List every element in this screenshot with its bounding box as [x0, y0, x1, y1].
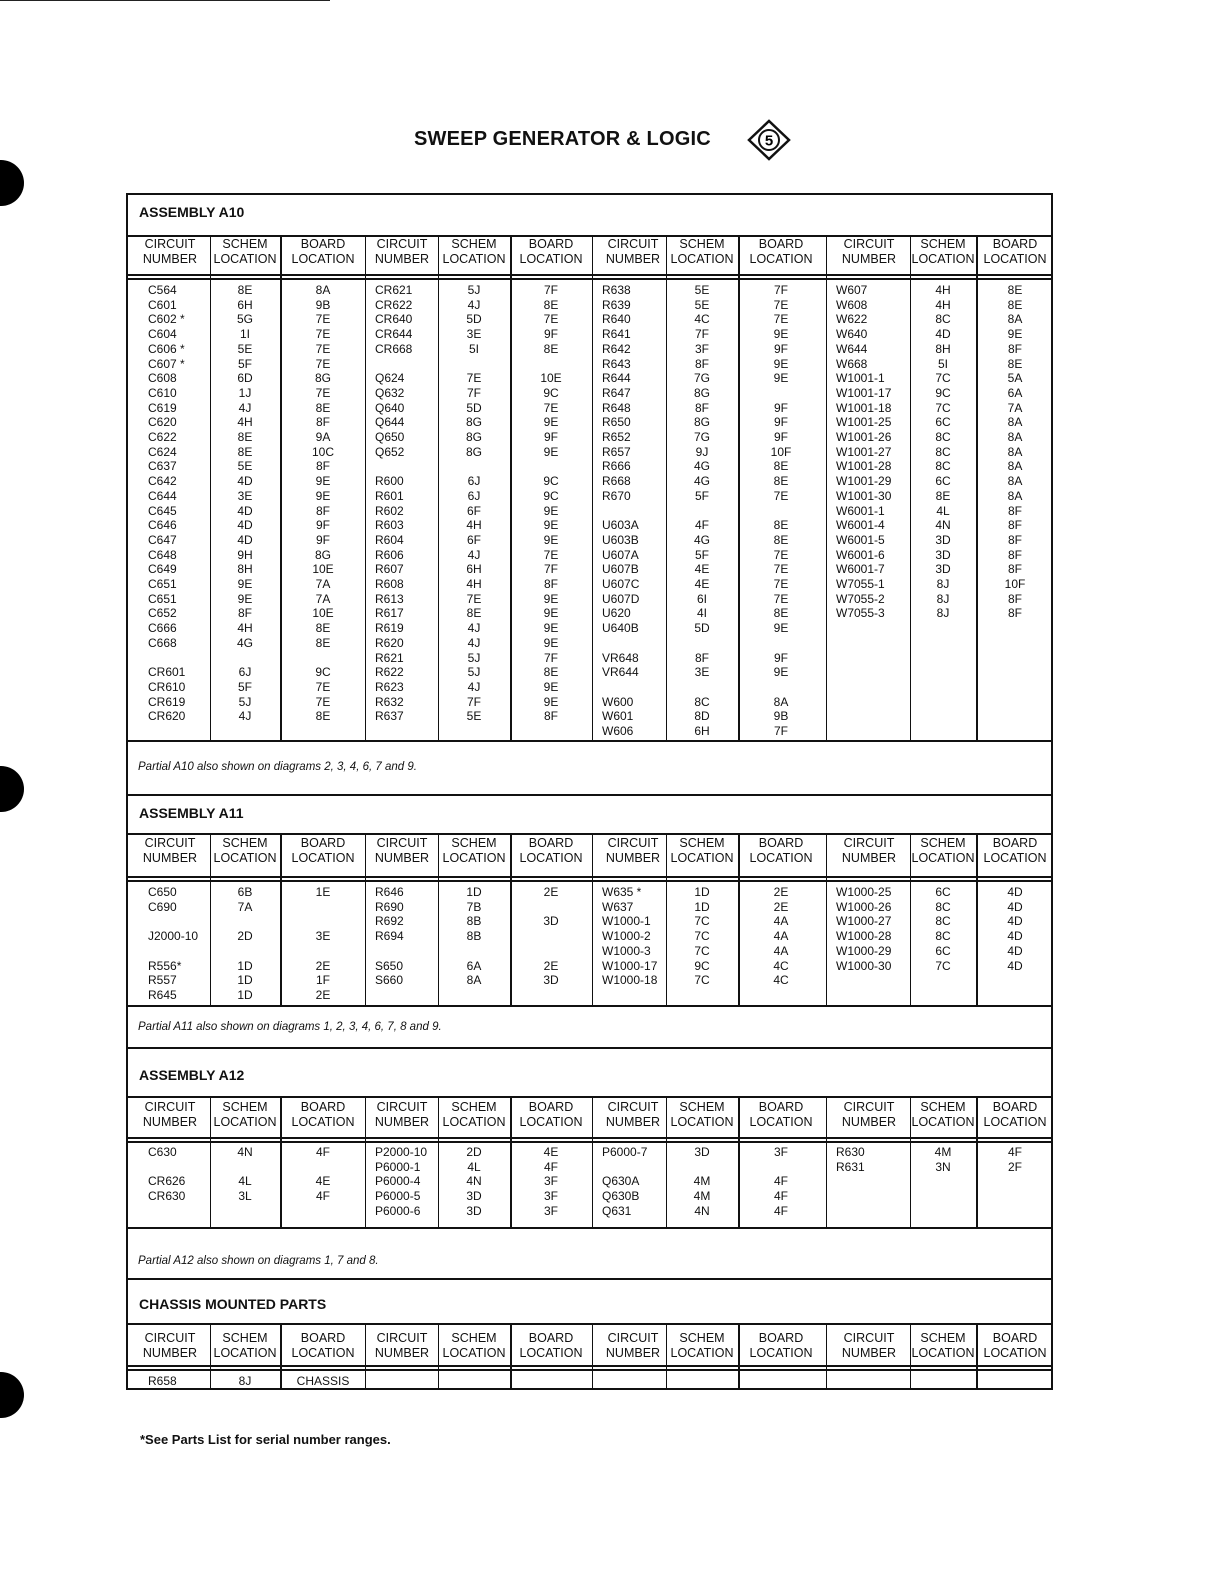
board-column-header [279, 1331, 367, 1361]
schem-header-line: SCHEM [222, 237, 268, 251]
circuit-number-list: P6000-7 Q630A Q630B Q631 [602, 1145, 648, 1218]
circuit-header-line: CIRCUIT [843, 836, 895, 850]
header-top-rule [128, 1323, 1051, 1325]
board-header-line: LOCATION [983, 1346, 1047, 1360]
schem-header-line: LOCATION [442, 252, 506, 266]
circuit-header-line: NUMBER [841, 1346, 897, 1360]
circuit-header-line: NUMBER [605, 252, 661, 266]
board-column-header [279, 836, 367, 866]
board-header-line: BOARD [758, 836, 804, 850]
board-location-list: 2E 2E 4A 4A 4A 4C 4C [773, 885, 789, 988]
schem-header-line: LOCATION [442, 851, 506, 865]
circuit-number-list: R646 R690 R692 R694 S650 S660 [375, 885, 404, 988]
board-header-line: LOCATION [749, 851, 813, 865]
board-header-line: LOCATION [749, 252, 813, 266]
section-rule [128, 1005, 1051, 1007]
schem-location-list: 5J 4J 5D 3E 5I 7E 7F 5D 8G 8G 8G 6J 6J 6F 4H 6F 4J 6H 4H 7E 8E 4J 4J 5J 5J 4J 7F 5E [465, 283, 482, 724]
board-column-header [737, 1331, 825, 1361]
header-bottom-rule [128, 876, 1051, 878]
circuit-header-line: CIRCUIT [607, 1100, 659, 1114]
schem-header-line: SCHEM [679, 1331, 725, 1345]
schem-column-header [658, 1100, 746, 1130]
header-bottom-rule [128, 1369, 1051, 1371]
schem-location-list: 1D 1D 7C 7C 7C 9C 7C [694, 885, 710, 988]
circuit-header-line: NUMBER [841, 252, 897, 266]
schem-header-line: SCHEM [222, 836, 268, 850]
board-header-line: LOCATION [519, 851, 583, 865]
board-header-line: LOCATION [291, 851, 355, 865]
board-header-line: BOARD [300, 1331, 346, 1345]
board-header-line: LOCATION [519, 1115, 583, 1129]
schem-header-line: LOCATION [442, 1346, 506, 1360]
board-header-line: BOARD [758, 237, 804, 251]
board-header-line: LOCATION [983, 851, 1047, 865]
schem-location-list: 3D 4M 4M 4N [693, 1145, 711, 1218]
schem-header-line: LOCATION [911, 851, 975, 865]
board-header-line: BOARD [300, 1100, 346, 1114]
board-header-line: LOCATION [749, 1115, 813, 1129]
board-location-list: 4D 4D 4D 4D 4D 4D [1007, 885, 1023, 973]
partial-note: Partial A11 also shown on diagrams 1, 2, 3, 4, 6, 7, 8 and 9. [138, 1021, 442, 1033]
page-title: SWEEP GENERATOR & LOGIC [414, 128, 711, 150]
schem-location-list: 8J [238, 1374, 252, 1388]
board-location-list: 7F 7E 7E 9E 9F 9E 9E 9F 9F 9F 10F 8E 8E 7E 8E 8E 7E 7E 7E 7E 8E 9E 9F 9E 8A 9B 7F [770, 283, 792, 739]
binder-hole [0, 1372, 24, 1418]
board-location-list: 2E 3D 2E 3D [543, 885, 559, 988]
header-bottom-rule [128, 278, 1051, 280]
board-location-list: 3F 4F 4F 4F [773, 1145, 788, 1218]
schem-header-line: SCHEM [920, 1331, 966, 1345]
board-column-header [737, 1100, 825, 1130]
schem-column-header [658, 836, 746, 866]
board-column-header [507, 1331, 595, 1361]
diagram-number-badge [745, 118, 793, 162]
schem-column-header [430, 1100, 518, 1130]
board-location-list: 4F 4E 4F [315, 1145, 331, 1204]
board-header-line: BOARD [992, 1331, 1038, 1345]
board-location-list: 7F 8E 7E 9F 8E 10E 9C 7E 9E 9F 9E 9C 9C 9E 9E 9E 7E 7F 8F 9E 9E 9E 9E 7F 8E 9E 9E 8F [540, 283, 562, 724]
circuit-header-line: NUMBER [605, 851, 661, 865]
board-header-line: LOCATION [291, 252, 355, 266]
svg-text:5: 5 [764, 132, 774, 150]
partial-note: Partial A10 also shown on diagrams 2, 3, 4, 6, 7 and 9. [138, 761, 417, 773]
section-rule [128, 1047, 1051, 1049]
assembly-a11-title: ASSEMBLY A11 [139, 805, 244, 821]
circuit-header-line: CIRCUIT [144, 1100, 196, 1114]
circuit-header-line: NUMBER [374, 851, 430, 865]
circuit-number-list: W635 * W637 W1000-1 W1000-2 W1000-3 W1000-17 W1000-18 [602, 885, 658, 988]
schem-column-header [201, 1100, 289, 1130]
parts-location-table [126, 193, 1053, 1390]
circuit-header-line: CIRCUIT [843, 1331, 895, 1345]
schem-column-header [201, 237, 289, 267]
schem-header-line: LOCATION [670, 1115, 734, 1129]
circuit-header-line: NUMBER [142, 1346, 198, 1360]
footnote: *See Parts List for serial number ranges. [140, 1432, 391, 1447]
circuit-number-list: P2000-10 P6000-1 P6000-4 P6000-5 P6000-6 [375, 1145, 428, 1218]
section-rule [128, 1278, 1051, 1280]
circuit-header-line: CIRCUIT [144, 1331, 196, 1345]
circuit-header-line: NUMBER [142, 1115, 198, 1129]
board-column-header [971, 836, 1059, 866]
circuit-header-line: NUMBER [841, 851, 897, 865]
header-bottom-rule [128, 1137, 1051, 1139]
board-header-line: LOCATION [983, 252, 1047, 266]
circuit-number-list: C650 C690 J2000-10 R556* R557 R645 [148, 885, 199, 1002]
schem-location-list: 4M 3N [934, 1145, 952, 1174]
circuit-number-list: R630 R631 [836, 1145, 865, 1174]
schem-header-line: SCHEM [451, 237, 497, 251]
header-top-rule [128, 833, 1051, 835]
board-header-line: BOARD [528, 237, 574, 251]
top-rule [0, 0, 330, 1]
board-location-list: 1E 3E 2E 1F 2E [315, 885, 331, 1002]
header-bottom-rule [128, 1365, 1051, 1367]
board-column-header [279, 1100, 367, 1130]
schem-header-line: SCHEM [679, 836, 725, 850]
header-bottom-rule [128, 1141, 1051, 1143]
schem-header-line: SCHEM [920, 237, 966, 251]
board-header-line: LOCATION [519, 252, 583, 266]
board-header-line: LOCATION [519, 1346, 583, 1360]
column-divider [826, 235, 827, 740]
circuit-header-line: CIRCUIT [843, 237, 895, 251]
schem-header-line: SCHEM [222, 1331, 268, 1345]
circuit-header-line: NUMBER [605, 1115, 661, 1129]
board-header-line: BOARD [758, 1331, 804, 1345]
schem-column-header [201, 836, 289, 866]
board-header-line: BOARD [992, 836, 1038, 850]
circuit-header-line: NUMBER [374, 1346, 430, 1360]
circuit-header-line: NUMBER [605, 1346, 661, 1360]
schem-header-line: LOCATION [670, 1346, 734, 1360]
schem-location-list: 5E 5E 4C 7F 3F 8F 7G 8G 8F 8G 7G 9J 4G 4G 5F 4F 4G 5F 4E 4E 6I 4I 5D 8F 3E 8C 8D 6H [693, 283, 710, 739]
column-divider [592, 235, 593, 740]
circuit-header-line: CIRCUIT [607, 1331, 659, 1345]
schem-header-line: LOCATION [911, 1346, 975, 1360]
schem-column-header [430, 836, 518, 866]
board-column-header [507, 1100, 595, 1130]
schem-column-header [201, 1331, 289, 1361]
board-header-line: BOARD [300, 836, 346, 850]
header-top-rule [128, 1096, 1051, 1098]
schem-location-list: 6C 8C 8C 8C 6C 7C [935, 885, 951, 973]
circuit-number-list: CR621 CR622 CR640 CR644 CR668 Q624 Q632 Q640 Q644 Q650 Q652 R600 R601 R602 R603 R604 R606 R607 R608 R613 R617 R619 R620 R621 R622 R623 R632 R637 [375, 283, 413, 724]
schem-location-list: 1D 7B 8B 8B 6A 8A [466, 885, 482, 988]
section-rule [128, 1227, 1051, 1229]
schem-header-line: LOCATION [213, 1346, 277, 1360]
schem-column-header [430, 237, 518, 267]
board-column-header [737, 237, 825, 267]
header-bottom-rule [128, 880, 1051, 882]
circuit-header-line: NUMBER [374, 252, 430, 266]
board-header-line: BOARD [528, 836, 574, 850]
schem-column-header [658, 237, 746, 267]
circuit-header-line: CIRCUIT [376, 1331, 428, 1345]
schem-column-header [658, 1331, 746, 1361]
schem-header-line: SCHEM [451, 836, 497, 850]
board-header-line: LOCATION [291, 1346, 355, 1360]
board-header-line: LOCATION [291, 1115, 355, 1129]
schem-location-list: 6B 7A 2D 1D 1D 1D [237, 885, 253, 1002]
board-column-header [971, 1100, 1059, 1130]
schem-header-line: SCHEM [679, 237, 725, 251]
schem-header-line: LOCATION [670, 851, 734, 865]
schem-header-line: LOCATION [213, 851, 277, 865]
assembly-a10-title: ASSEMBLY A10 [139, 204, 245, 220]
circuit-number-list: C630 CR626 CR630 [148, 1145, 186, 1204]
schem-header-line: SCHEM [920, 1100, 966, 1114]
schem-header-line: LOCATION [213, 252, 277, 266]
circuit-header-line: NUMBER [142, 252, 198, 266]
section-rule [128, 794, 1051, 796]
schem-header-line: LOCATION [911, 1115, 975, 1129]
schem-header-line: LOCATION [442, 1115, 506, 1129]
schem-header-line: SCHEM [679, 1100, 725, 1114]
board-location-list: 4F 2F [1007, 1145, 1022, 1174]
circuit-header-line: CIRCUIT [607, 836, 659, 850]
board-column-header [737, 836, 825, 866]
schem-header-line: LOCATION [213, 1115, 277, 1129]
circuit-header-line: CIRCUIT [607, 237, 659, 251]
board-header-line: LOCATION [983, 1115, 1047, 1129]
column-divider [365, 235, 366, 740]
board-header-line: BOARD [528, 1331, 574, 1345]
circuit-number-list: C564 C601 C602 * C604 C606 * C607 * C608 C610 C619 C620 C622 C624 C637 C642 C644 C645 C646 C647 C648 C649 C651 C651 C652 C666 C668 CR601 CR610 CR619 CR620 [148, 283, 186, 724]
schem-header-line: LOCATION [911, 252, 975, 266]
schem-location-list: 2D 4L 4N 3D 3D [466, 1145, 482, 1218]
schem-location-list: 8E 6H 5G 1I 5E 5F 6D 1J 4J 4H 8E 8E 5E 4D 3E 4D 4D 4D 9H 8H 9E 9E 8F 4H 4G 6J 5F 5J 4J [236, 283, 253, 724]
section-rule [128, 740, 1051, 742]
board-column-header [507, 237, 595, 267]
circuit-header-line: CIRCUIT [144, 836, 196, 850]
board-column-header [971, 1331, 1059, 1361]
board-header-line: BOARD [758, 1100, 804, 1114]
circuit-header-line: CIRCUIT [376, 237, 428, 251]
board-header-line: BOARD [992, 1100, 1038, 1114]
schem-header-line: SCHEM [451, 1100, 497, 1114]
binder-hole [0, 160, 24, 206]
partial-note: Partial A12 also shown on diagrams 1, 7 and 8. [138, 1255, 379, 1267]
binder-hole [0, 766, 24, 812]
schem-location-list: 4H 4H 8C 4D 8H 5I 7C 9C 7C 6C 8C 8C 8C 6C 8E 4L 4N 3D 3D 3D 8J 8J 8J [935, 283, 951, 621]
board-location-list: 4E 4F 3F 3F 3F [543, 1145, 559, 1218]
board-header-line: LOCATION [749, 1346, 813, 1360]
board-column-header [279, 237, 367, 267]
circuit-header-line: NUMBER [374, 1115, 430, 1129]
circuit-number-list: R658 [148, 1374, 177, 1388]
header-bottom-rule [128, 274, 1051, 276]
chassis-mounted-parts-title: CHASSIS MOUNTED PARTS [139, 1296, 327, 1312]
circuit-number-list: W607 W608 W622 W640 W644 W668 W1001-1 W1001-17 W1001-18 W1001-25 W1001-26 W1001-27 W1001-28 W1001-29 W1001-30 W6001-1 W6001-4 W6001-5 W6001-6 W6001-7 W7055-1 W7055-2 W7055-3 [836, 283, 892, 621]
board-header-line: BOARD [992, 237, 1038, 251]
schem-location-list: 4N 4L 3L [237, 1145, 253, 1204]
board-location-list: CHASSIS [296, 1374, 350, 1388]
circuit-number-list: R638 R639 R640 R641 R642 R643 R644 R647 R648 R650 R652 R657 R666 R668 R670 U603A U603B U607A U607B U607C U607D U620 U640B VR648 VR644 W600 W601 W606 [602, 283, 640, 739]
board-column-header [507, 836, 595, 866]
circuit-header-line: CIRCUIT [376, 1100, 428, 1114]
board-column-header [971, 237, 1059, 267]
schem-header-line: SCHEM [222, 1100, 268, 1114]
board-location-list: 8A 9B 7E 7E 7E 7E 8G 7E 8E 8F 9A 10C 8F 9E 9E 8F 9F 9F 8G 10E 7A 7A 10E 8E 8E 9C 7E 7E 8E [311, 283, 334, 724]
circuit-header-line: NUMBER [142, 851, 198, 865]
assembly-a12-title: ASSEMBLY A12 [139, 1067, 245, 1083]
circuit-header-line: CIRCUIT [843, 1100, 895, 1114]
schem-column-header [430, 1331, 518, 1361]
schem-header-line: SCHEM [451, 1331, 497, 1345]
circuit-number-list: W1000-25 W1000-26 W1000-27 W1000-28 W1000-29 W1000-30 [836, 885, 892, 973]
board-location-list: 8E 8E 8A 9E 8F 8E 5A 6A 7A 8A 8A 8A 8A 8A 8A 8F 8F 8F 8F 8F 10F 8F 8F [1004, 283, 1026, 621]
schem-header-line: SCHEM [920, 836, 966, 850]
circuit-header-line: NUMBER [841, 1115, 897, 1129]
board-header-line: BOARD [528, 1100, 574, 1114]
circuit-header-line: CIRCUIT [144, 237, 196, 251]
schem-header-line: LOCATION [670, 252, 734, 266]
board-header-line: BOARD [300, 237, 346, 251]
circuit-header-line: CIRCUIT [376, 836, 428, 850]
